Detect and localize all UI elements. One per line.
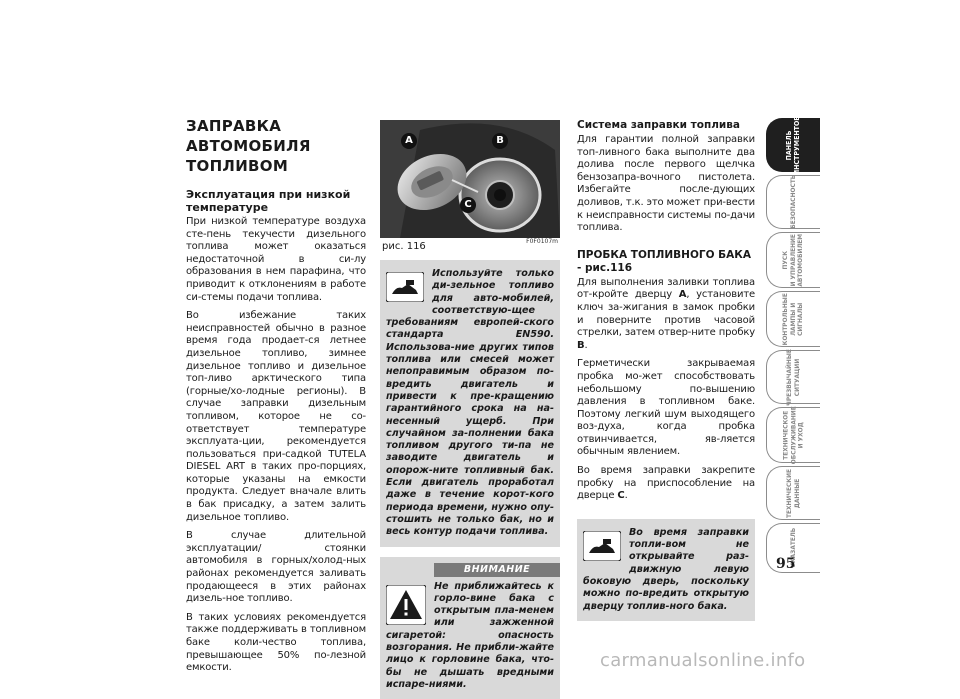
tab-label: ТЕХНИЧЕСКОЕ ОБСЛУЖИВАНИЕ И УХОД: [781, 406, 805, 464]
fuel-warning-icon: [583, 531, 621, 561]
flame-warning: [380, 557, 560, 699]
paragraph: [577, 465, 755, 503]
warning-text: Не приближайтесь к горло-вине бака с открытым пла-менем или зажженной сигаретой: опасность возгорания. Не прибли-жайте лицо к горловине бака, что-бы не дышать вредными испаре-ниями.: [386, 580, 554, 690]
paragraph: [577, 277, 755, 353]
paragraph: Герметически закрываемая пробка мо-жет способствовать небольшому по-вышению давления в топливном баке. Поэтому легкий шум выходящего воз-духа, когда пробка отвинчивается, яв-ляется обычным явлением.: [577, 358, 755, 458]
tab-starting-driving[interactable]: [766, 232, 820, 288]
figure-caption: рис. 116: [382, 241, 426, 252]
tab-label: ПУСК И УПРАВЛЕНИЕ АВТОМОБИЛЕМ: [781, 233, 805, 287]
paragraph: Во избежание таких неисправностей обычно в разное время года продает-ся летнее дизельное топливо, зимнее дизельное топливо и дизельное топ-ливо арктического типа (горные/хо-лодные регионы). В случае заправки дизельным топливом, которое не со-ответствует температуре эксплуата-ции, рекомендуется пользоваться при-садкой TUTELA DIESEL ART в таких про-порциях, которые указаны на емкости продукта. Следует вначале влить в бак присадку, а затем залить дизельное топливо.: [186, 310, 366, 523]
tab-technical-data[interactable]: [766, 466, 820, 520]
paragraph: При низкой температуре воздуха сте-пень текучести дизельного топлива может оказаться недостаточной в си-лу образования в нем парафина, что приводит к отклонениям в работе си-стемы подачи топлива.: [186, 216, 366, 303]
text-fragment: .: [624, 490, 628, 502]
tab-label: ПАНЕЛЬ ИНСТРУМЕНТОВ: [785, 115, 801, 175]
tab-safety[interactable]: [766, 175, 820, 229]
page-number: 95: [776, 556, 796, 572]
tab-label: ТЕХНИЧЕСКИЕ ДАННЫЕ: [785, 468, 801, 518]
fuel-cap-figure: [380, 120, 560, 238]
fuel-warning-icon: [386, 272, 424, 302]
warning-text: Во время заправки топли-вом не открывайте раз-движную левую боковую дверь, поскольку можно по-вредить открытую дверцу топлив-ного бака.: [583, 526, 749, 612]
text-fragment: Для выполнения заливки топлива от-кройте дверцу: [577, 276, 755, 301]
watermark: carmanualsonline.info: [600, 650, 806, 671]
label-a: A: [401, 133, 417, 149]
section-tabs: [766, 115, 820, 576]
tab-label: ЧРЕЗВЫЧАЙНЫЕ СИТУАЦИИ: [785, 348, 801, 406]
text-fragment: Во время заправки закрепите пробку на приспособление на дверце: [577, 465, 755, 502]
paragraph: Для гарантии полной заправки топ-ливного бака выполните два долива после первого щелчка бензозапра-вочного пистолета. Избегайте после-дующих доливов, т.к. это может при-вести к неисправности системы по-дачи топлива.: [577, 134, 755, 234]
side-door-warning: [577, 519, 755, 621]
attention-badge: ВНИМАНИЕ: [434, 563, 560, 577]
figure-caption-row: [380, 238, 560, 254]
right-column: [577, 119, 755, 621]
tab-label: КОНТРОЛЬНЫЕ ЛАМПЫ И СИГНАЛЫ: [781, 292, 805, 346]
label-c: C: [460, 197, 476, 213]
warning-text: Используйте только ди-зельное топливо для авто-мобилей, соответствую-щее требованиям европей-ского стандарта EN590. Использова-ние других типов топлива или смесей может непоправимым образом по-вредить двигатель и привести к пре-кращению гарантийного срока на на-несенный ущерб. При случайном за-полнении бака топливом другого ти-па не заводите двигатель и опорож-ните топливный бак. Если двигатель проработал даже в течение корот-кого периода времени, нужно опу-стошить не только бак, но и весь контур подачи топлива.: [386, 268, 554, 538]
paragraph: В таких условиях рекомендуется также поддерживать в топливном баке коли-чество топлива, превышающее 50% по-лезной емкости.: [186, 611, 366, 674]
page-title: ЗАПРАВКА АВТОМОБИЛЯ ТОПЛИВОМ: [186, 117, 311, 175]
middle-column: [380, 120, 560, 699]
triangle-warning-icon: [386, 585, 426, 625]
figure-code: F0F0107m: [526, 238, 558, 245]
ref-letter: C: [617, 490, 625, 502]
text-fragment: , установите ключ за-жигания в замок пробки и поверните против часовой стрелки, затем отвер-ните пробку: [577, 289, 756, 339]
text-fragment: .: [584, 339, 588, 351]
tab-warning-lights[interactable]: [766, 291, 820, 347]
tab-emergency[interactable]: [766, 350, 820, 404]
tab-label: УКАЗАТЕЛЬ: [788, 528, 797, 568]
ref-letter: A: [678, 289, 687, 301]
section-heading: Система заправки топлива: [577, 119, 740, 131]
ref-letter: B: [577, 339, 585, 351]
tab-label: БЕЗОПАСНОСТЬ: [788, 175, 797, 229]
tab-maintenance[interactable]: [766, 407, 820, 463]
paragraph: В случае длительной эксплуатации/ стоянки автомобиля в горных/холод-ных районах рекомендуется заливать продающееся в этих районах дизель-ное топливо.: [186, 530, 366, 605]
tab-instrument-panel[interactable]: [766, 115, 820, 175]
fuel-type-warning: [380, 260, 560, 547]
label-b: B: [492, 133, 508, 149]
subheading-low-temp: Эксплуатация при низкой температуре: [186, 188, 351, 214]
left-column: [186, 116, 366, 681]
section-heading: ПРОБКА ТОПЛИВНОГО БАКА - рис.116: [577, 248, 751, 274]
